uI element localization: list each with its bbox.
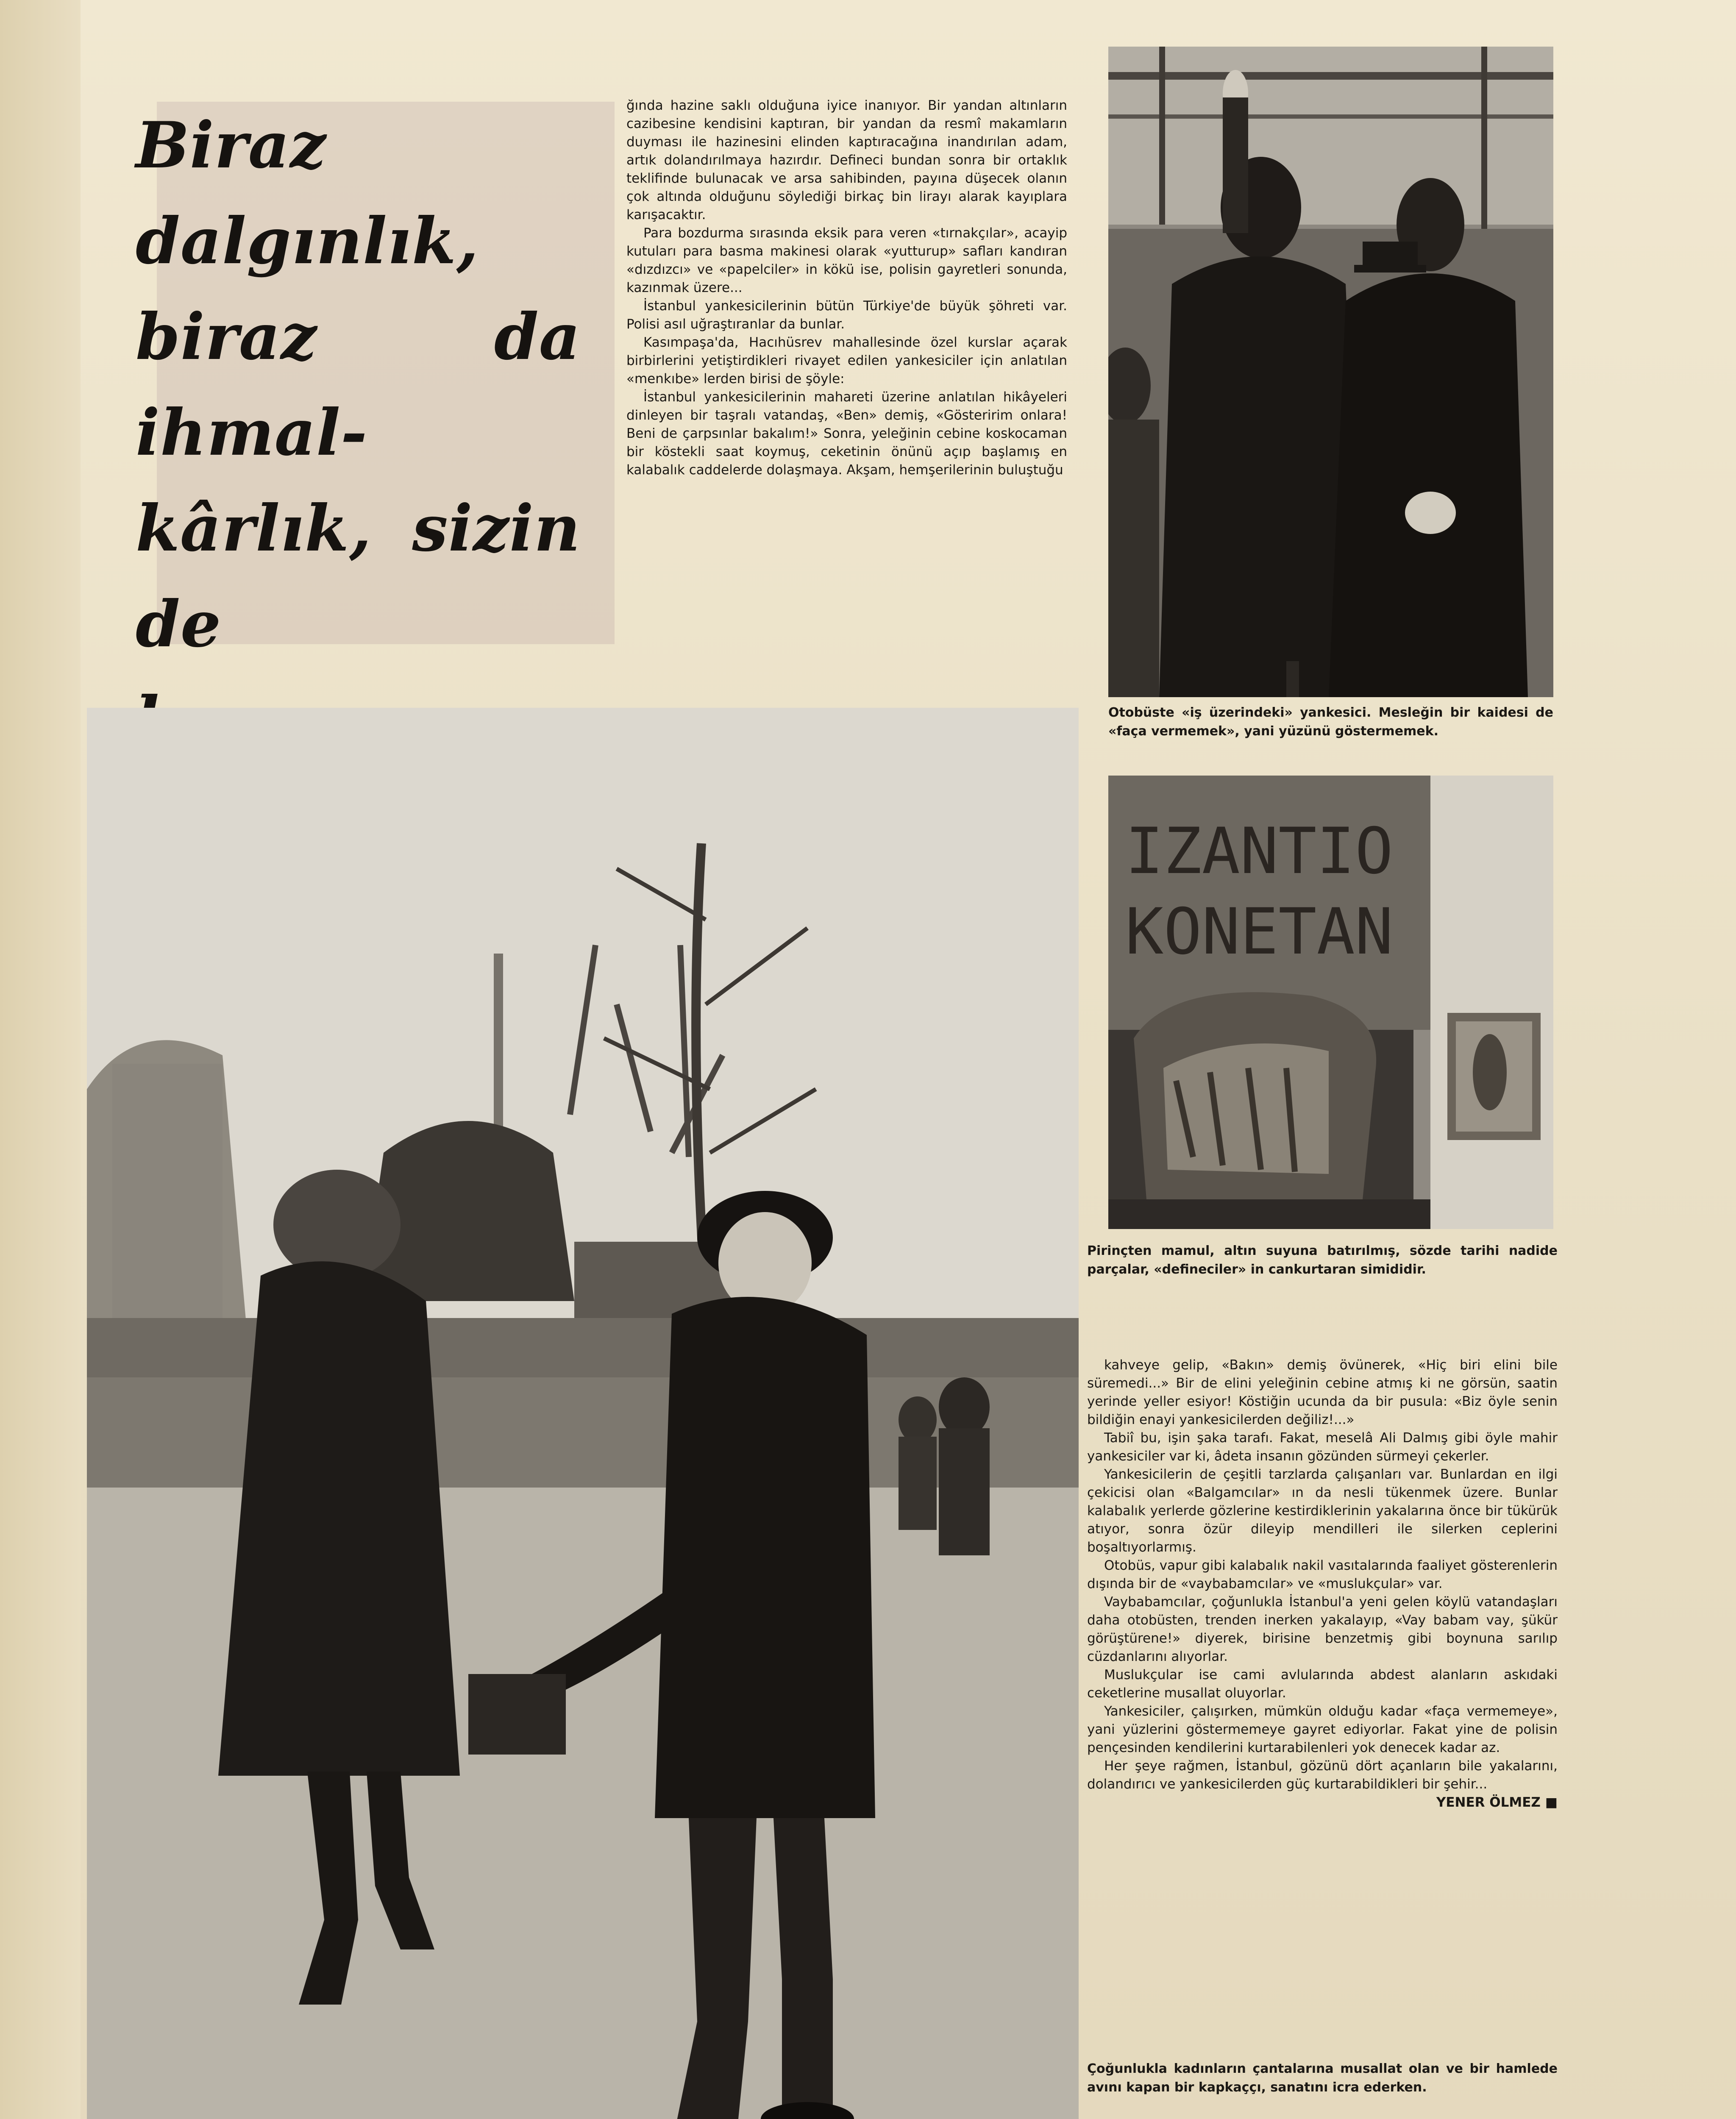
artifacts-photo-caption: Pirinçten mamul, altın suyuna batırılmış, sözde tarihi nadide parçalar, «defineciler» in cankurtaran simididir. [1087, 1243, 1558, 1277]
bus-pickpocket-photo [1108, 47, 1553, 697]
headline-line: kârlık, sizin de [136, 491, 581, 662]
fake-artifacts-photo [1108, 776, 1553, 1229]
article-column-1 [626, 97, 1067, 673]
paragraph: İstanbul yankesicilerinin bütün Türkiye'de büyük şöhreti var. Polisi asıl uğraştıranlar da bunlar. [626, 298, 1067, 332]
street-photo-caption: Çoğunlukla kadınların çantalarına musallat olan ve bir hamlede avını kapan bir kapkaççı, sanatını icra ederken. [1087, 2061, 1558, 2095]
paragraph: İstanbul yankesicilerinin mahareti üzerine anlatılan hikâyeleri dinleyen bir taşralı vatandaş, «Ben» demiş, «Gösteririm onlara! Beni de çarpsınlar bakalım!» Sonra, yeleğinin cebine koskocaman bir köstekli saat koymuş, ceketinin önünü açıp başlamış en kalabalık caddelerde dolaşmaya. Akşam, hemşerilerinin buluştuğu [626, 389, 1067, 478]
paragraph: Her şeye rağmen, İstanbul, gözünü dört açanların bile yakalarını, dolandırıcı ve yankesicilerden güç kurtarabildikleri bir şehir... [1087, 1758, 1558, 1792]
paragraph: Yankesicilerin de çeşitli tarzlarda çalışanları var. Bunlardan en ilgi çekicisi olan «Balgamcılar» ın da nesli tükenmek üzere. Bunlar kalabalık yerlerde gözlerine kestirdiklerinin yakalarına önce bir tükürük atıyor, sonra özür dileyip mendilleri ile silerken ceplerini boşaltıyorlarmış. [1087, 1467, 1558, 1555]
paragraph: Para bozdurma sırasında eksik para veren «tırnakçılar», acayip kutuları para basma makinesi olarak «yutturup» safları kandıran «dızdızcı» ve «papelciler» in kökü ise, polisin gayretleri sonunda, kazınmak üzere... [626, 225, 1067, 295]
paragraph: Kasımpaşa'da, Hacıhüsrev mahallesinde özel kurslar açarak birbirlerini yetiştirdikleri rivayet edilen yankesiciler için anlatılan «menkıbe» lerden birisi de şöyle: [626, 335, 1067, 387]
page-edge-shadow [0, 0, 81, 2119]
headline-line: biraz da ihmal- [136, 300, 581, 470]
inscription-line-1: IZANTIO [1125, 815, 1394, 888]
paragraph: ğında hazine saklı olduğuna iyice inanıyor. Bir yandan altınların cazibesine kendisini kaptıran, bir yandan da resmî makamların duyması ile hazinesini elinden kaptıracağına inandırılan adam, artık dolandırılmaya hazırdır. Defineci bundan sonra bir ortaklık teklifinde bulunacak ve arsa sahibinden, payına düşecek olanın çok altında olduğunu söylediği birkaç bin lirayı alarak kayıplara karışacaktır. [626, 98, 1067, 222]
paragraph: Yankesiciler, çalışırken, mümkün olduğu kadar «faça vermemeye», yani yüzlerini göstermemeye gayret ediyorlar. Fakat yine de polisin pençesinden kendilerini kurtarabilenleri yok denecek kadar az. [1087, 1704, 1558, 1755]
paragraph: Otobüs, vapur gibi kalabalık nakil vasıtalarında faaliyet gösterenlerin dışında bir de «vaybabamcılar» ve «muslukçular» var. [1087, 1558, 1558, 1591]
paragraph: Muslukçular ise cami avlularında abdest alanların askıdaki ceketlerine musallat oluyorlar. [1087, 1667, 1558, 1701]
paragraph: Tabiî bu, işin şaka tarafı. Fakat, meselâ Ali Dalmış gibi öyle mahir yankesiciler var ki, âdeta insanın gözünden sürmeyi çekerler. [1087, 1430, 1558, 1464]
paragraph: Vaybabamcılar, çoğunlukla İstanbul'a yeni gelen köylü vatandaşları daha otobüsten, trenden inerken yakalayıp, «Vay babam vay, şükür görüştürene!» diyerek, birisine benzetmiş gibi boynuna sarılıp cüzdanlarını alıyorlar. [1087, 1594, 1558, 1664]
author-byline: YENER ÖLMEZ ■ [1436, 1795, 1558, 1810]
street-pickpocket-photo [87, 708, 1079, 2119]
paragraph: kahveye gelip, «Bakın» demiş övünerek, «Hiç biri elini bile süremedi...» Bir de elini yeleğinin cebine atmış ki ne görsün, saatin yerinde yeller esiyor! Köstiğin ucunda da bir pusula: «Biz öyle senin bildiğin enayi yankesicilerden değiliz!...» [1087, 1357, 1558, 1427]
headline-line: Biraz dalgınlık, [136, 108, 479, 278]
bus-photo-caption: Otobüste «iş üzerindeki» yankesici. Mesleğin bir kaidesi de «faça vermemek», yani yüzünü göstermemek. [1108, 705, 1553, 739]
inscription-line-2: KONETAN [1125, 895, 1394, 969]
article-column-2 [1087, 1356, 1558, 2009]
